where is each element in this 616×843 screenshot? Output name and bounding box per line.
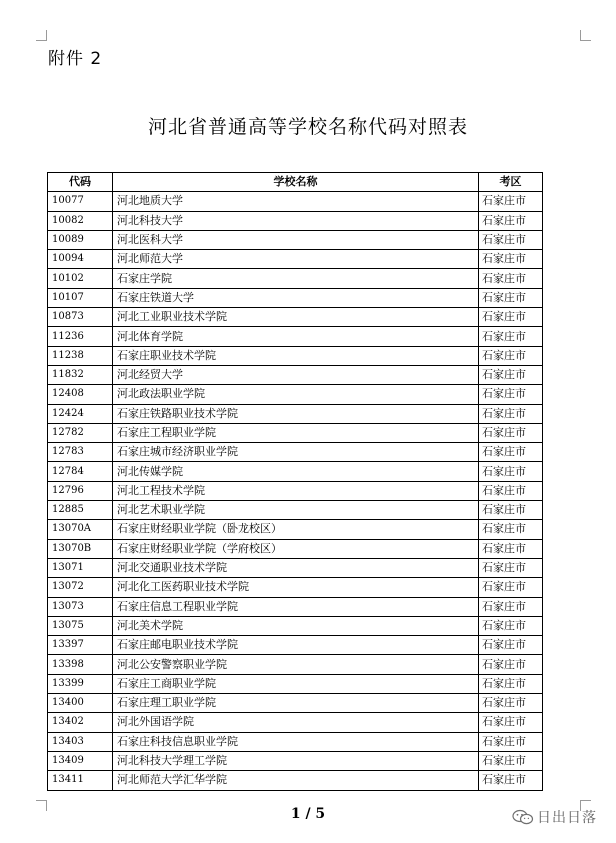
watermark-text: 日出日落	[537, 810, 597, 826]
school-name-cell: 河北化工医药职业技术学院	[113, 578, 479, 597]
document-title: 河北省普通高等学校名称代码对照表	[147, 116, 468, 138]
exam-area-cell: 石家庄市	[479, 616, 543, 635]
school-name-cell: 石家庄职业技术学院	[113, 346, 479, 365]
school-code-cell: 11238	[48, 346, 113, 365]
table-row	[48, 250, 543, 269]
table-row	[48, 694, 543, 713]
school-name-cell: 石家庄学院	[113, 269, 479, 288]
school-code-cell: 12408	[48, 385, 113, 404]
exam-area-cell: 石家庄市	[479, 578, 543, 597]
school-code-cell: 10077	[48, 192, 113, 211]
school-code-cell: 10102	[48, 269, 113, 288]
school-name-cell: 河北体育学院	[113, 327, 479, 346]
exam-area-cell: 石家庄市	[479, 462, 543, 481]
exam-area-cell: 石家庄市	[479, 713, 543, 732]
school-name-cell: 河北美术学院	[113, 616, 479, 635]
school-name-cell: 河北工程技术学院	[113, 481, 479, 500]
school-name-cell: 河北师范大学	[113, 250, 479, 269]
table-row	[48, 597, 543, 616]
table-row	[48, 327, 543, 346]
table-row	[48, 713, 543, 732]
school-code-cell: 10094	[48, 250, 113, 269]
table-row	[48, 443, 543, 462]
exam-area-cell: 石家庄市	[479, 308, 543, 327]
table-row	[48, 365, 543, 384]
exam-area-cell: 石家庄市	[479, 501, 543, 520]
table-row	[48, 462, 543, 481]
exam-area-cell: 石家庄市	[479, 771, 543, 790]
table-row	[48, 192, 543, 211]
school-name-cell: 石家庄信息工程职业学院	[113, 597, 479, 616]
school-name-cell: 河北艺术职业学院	[113, 501, 479, 520]
exam-area-cell: 石家庄市	[479, 558, 543, 577]
crop-mark-top-left	[36, 30, 47, 41]
school-name-cell: 石家庄理工职业学院	[113, 694, 479, 713]
school-code-cell: 12784	[48, 462, 113, 481]
school-code-cell: 12796	[48, 481, 113, 500]
school-code-cell: 11236	[48, 327, 113, 346]
table-row	[48, 771, 543, 790]
school-name-cell: 河北地质大学	[113, 192, 479, 211]
exam-area-cell: 石家庄市	[479, 423, 543, 442]
school-name-cell: 河北经贸大学	[113, 365, 479, 384]
school-code-cell: 10089	[48, 230, 113, 249]
school-name-cell: 河北公安警察职业学院	[113, 655, 479, 674]
exam-area-cell: 石家庄市	[479, 385, 543, 404]
table-row	[48, 655, 543, 674]
exam-area-cell: 石家庄市	[479, 732, 543, 751]
school-code-cell: 12783	[48, 443, 113, 462]
table-row	[48, 423, 543, 442]
school-code-cell: 12885	[48, 501, 113, 520]
exam-area-cell: 石家庄市	[479, 443, 543, 462]
attachment-label: 附件 2	[48, 49, 103, 69]
exam-area-cell: 石家庄市	[479, 539, 543, 558]
table-row	[48, 308, 543, 327]
school-code-cell: 13075	[48, 616, 113, 635]
exam-area-cell: 石家庄市	[479, 481, 543, 500]
crop-mark-top-right	[580, 30, 591, 41]
table-row	[48, 558, 543, 577]
school-code-cell: 13409	[48, 751, 113, 770]
exam-area-cell: 石家庄市	[479, 365, 543, 384]
school-code-cell: 13400	[48, 694, 113, 713]
school-name-cell: 河北政法职业学院	[113, 385, 479, 404]
table-row	[48, 616, 543, 635]
exam-area-cell: 石家庄市	[479, 250, 543, 269]
table-row	[48, 520, 543, 539]
table-row	[48, 230, 543, 249]
header-school-name: 学校名称	[113, 173, 479, 192]
exam-area-cell: 石家庄市	[479, 597, 543, 616]
header-code: 代码	[48, 173, 113, 192]
school-name-cell: 河北科技大学理工学院	[113, 751, 479, 770]
school-name-cell: 石家庄财经职业学院（卧龙校区）	[113, 520, 479, 539]
header-exam-area: 考区	[479, 173, 543, 192]
exam-area-cell: 石家庄市	[479, 288, 543, 307]
table-header-row	[48, 173, 543, 192]
table-row	[48, 385, 543, 404]
table-row	[48, 211, 543, 230]
school-code-cell: 13397	[48, 636, 113, 655]
school-code-cell: 12424	[48, 404, 113, 423]
table-row	[48, 269, 543, 288]
exam-area-cell: 石家庄市	[479, 192, 543, 211]
page-number: 1 / 5	[290, 806, 326, 822]
exam-area-cell: 石家庄市	[479, 346, 543, 365]
exam-area-cell: 石家庄市	[479, 751, 543, 770]
exam-area-cell: 石家庄市	[479, 211, 543, 230]
school-code-table	[47, 172, 543, 791]
school-code-cell: 13070B	[48, 539, 113, 558]
school-name-cell: 河北传媒学院	[113, 462, 479, 481]
table-body	[48, 192, 543, 790]
table-row	[48, 751, 543, 770]
school-code-cell: 13398	[48, 655, 113, 674]
table-row	[48, 636, 543, 655]
exam-area-cell: 石家庄市	[479, 520, 543, 539]
school-code-cell: 10082	[48, 211, 113, 230]
exam-area-cell: 石家庄市	[479, 404, 543, 423]
school-name-cell: 石家庄铁道大学	[113, 288, 479, 307]
exam-area-cell: 石家庄市	[479, 694, 543, 713]
table-row	[48, 501, 543, 520]
school-name-cell: 石家庄科技信息职业学院	[113, 732, 479, 751]
school-name-cell: 河北师范大学汇华学院	[113, 771, 479, 790]
school-name-cell: 河北科技大学	[113, 211, 479, 230]
table-row	[48, 481, 543, 500]
table-row	[48, 578, 543, 597]
watermark	[512, 807, 597, 827]
school-name-cell: 石家庄工程职业学院	[113, 423, 479, 442]
table-row	[48, 674, 543, 693]
school-code-cell: 13403	[48, 732, 113, 751]
exam-area-cell: 石家庄市	[479, 674, 543, 693]
exam-area-cell: 石家庄市	[479, 269, 543, 288]
school-name-cell: 河北外国语学院	[113, 713, 479, 732]
school-code-cell: 10107	[48, 288, 113, 307]
exam-area-cell: 石家庄市	[479, 636, 543, 655]
school-name-cell: 河北工业职业技术学院	[113, 308, 479, 327]
exam-area-cell: 石家庄市	[479, 230, 543, 249]
wechat-icon	[512, 809, 534, 825]
school-code-cell: 10873	[48, 308, 113, 327]
exam-area-cell: 石家庄市	[479, 327, 543, 346]
table-row	[48, 732, 543, 751]
school-code-cell: 12782	[48, 423, 113, 442]
school-code-cell: 13411	[48, 771, 113, 790]
table-row	[48, 346, 543, 365]
school-code-cell: 13071	[48, 558, 113, 577]
table-row	[48, 288, 543, 307]
school-code-cell: 13402	[48, 713, 113, 732]
school-name-cell: 河北医科大学	[113, 230, 479, 249]
table-row	[48, 404, 543, 423]
school-code-cell: 11832	[48, 365, 113, 384]
school-name-cell: 石家庄财经职业学院（学府校区）	[113, 539, 479, 558]
school-name-cell: 石家庄工商职业学院	[113, 674, 479, 693]
school-code-cell: 13070A	[48, 520, 113, 539]
school-name-cell: 石家庄邮电职业技术学院	[113, 636, 479, 655]
school-name-cell: 河北交通职业技术学院	[113, 558, 479, 577]
school-name-cell: 石家庄城市经济职业学院	[113, 443, 479, 462]
school-code-cell: 13072	[48, 578, 113, 597]
school-code-cell: 13399	[48, 674, 113, 693]
school-name-cell: 石家庄铁路职业技术学院	[113, 404, 479, 423]
school-code-cell: 13073	[48, 597, 113, 616]
table-row	[48, 539, 543, 558]
exam-area-cell: 石家庄市	[479, 655, 543, 674]
